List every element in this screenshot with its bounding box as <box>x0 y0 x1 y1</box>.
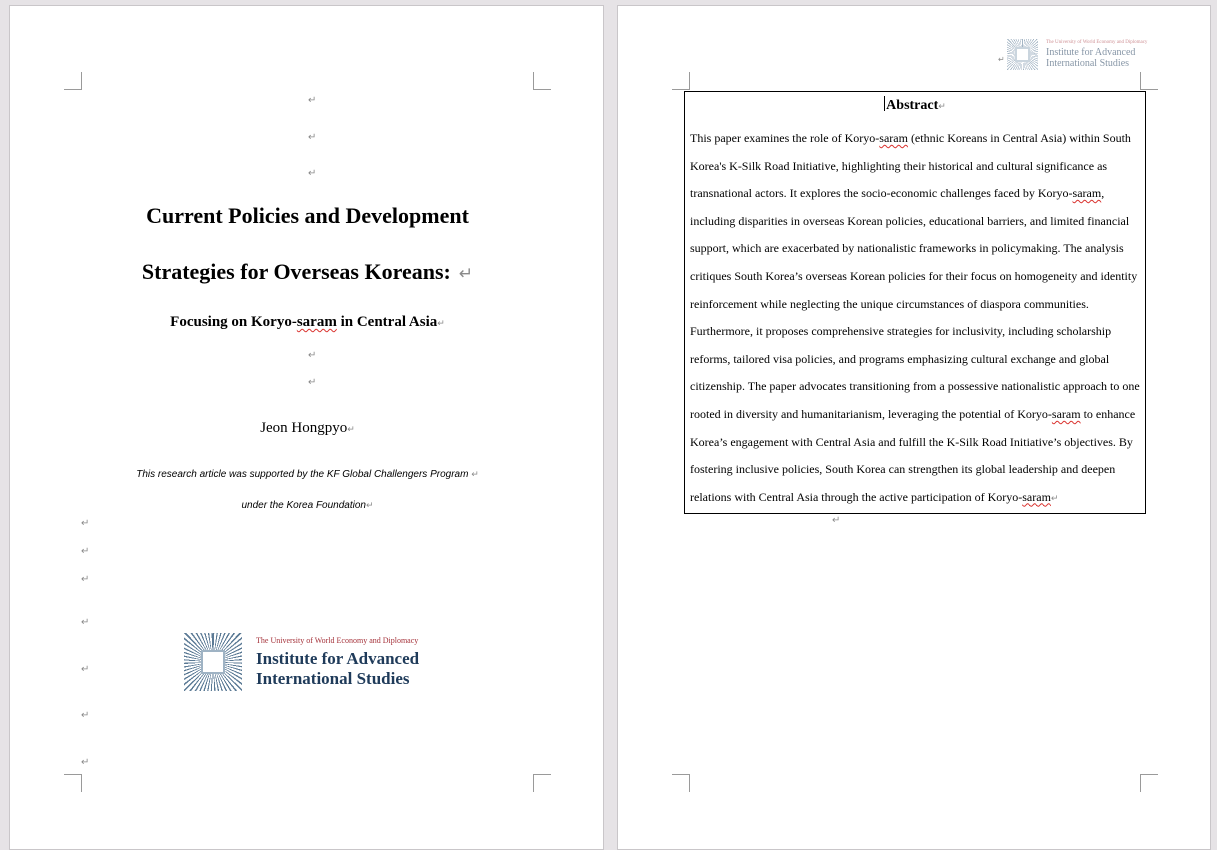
abstract-text: to enhance <box>1080 406 1136 421</box>
author-name: Jeon Hongpyo↵ <box>260 420 355 436</box>
paragraph-mark: ↵ <box>471 470 479 480</box>
abstract-line <box>690 429 1142 457</box>
margin-corner-top-left <box>64 72 82 90</box>
paragraph-mark: ↵ <box>458 264 474 284</box>
abstract-text-box[interactable] <box>684 91 1146 514</box>
spelling-flagged-word[interactable]: saram <box>879 131 908 145</box>
abstract-line <box>690 263 1142 291</box>
spelling-flagged-word[interactable]: saram <box>1051 406 1081 421</box>
document-page-2[interactable] <box>617 5 1211 850</box>
document-page-1[interactable] <box>9 5 604 850</box>
spelling-flagged-word[interactable]: saram <box>1072 186 1102 201</box>
paragraph-mark: ↵ <box>81 710 90 721</box>
abstract-text: relations with Central Asia through the active participation of Koryo- <box>690 489 1023 504</box>
logo-university-name: The University of World Economy and Diplomacy <box>1046 40 1148 45</box>
logo-university-name: The University of World Economy and Diplomacy <box>256 636 419 645</box>
paragraph-mark: ↵ <box>81 664 90 675</box>
paragraph-mark: ↵ <box>308 350 317 361</box>
abstract-line <box>690 153 1142 181</box>
paragraph-mark: ↵ <box>81 574 90 585</box>
abstract-line <box>690 208 1142 236</box>
logo-institute-name: Institute for Advanced International Studies <box>1046 47 1136 69</box>
abstract-text: fostering inclusive policies, South Korea can strengthen its global leadership and deepen <box>690 462 1116 477</box>
abstract-line <box>690 456 1142 484</box>
abstract-text: reforms, tailored visa policies, and programs emphasizing cultural exchange and global <box>690 351 1110 366</box>
abstract-line <box>690 373 1142 401</box>
support-note-line-2: under the Korea Foundation↵ <box>241 500 374 511</box>
paragraph-mark: ↵ <box>437 319 445 329</box>
abstract-line <box>690 125 1142 153</box>
paragraph-mark: ↵ <box>366 501 374 511</box>
margin-corner-bottom-right <box>533 774 551 792</box>
abstract-text: critiques South Korea’s overseas Korean policies for their focus on homogeneity and identity <box>690 268 1138 283</box>
paragraph-mark: ↵ <box>347 425 355 435</box>
abstract-line <box>690 401 1142 429</box>
paragraph-mark: ↵ <box>81 518 90 529</box>
abstract-heading[interactable]: Abstract↵ <box>886 98 946 113</box>
margin-corner-bottom-right <box>1140 774 1158 792</box>
abstract-text: reinforcement while neglecting the unique circumstances of diaspora communities. <box>690 296 1089 311</box>
paragraph-mark: ↵ <box>308 377 317 388</box>
abstract-text: This paper examines the role of Koryo- <box>690 131 880 145</box>
margin-corner-top-right <box>1140 72 1158 90</box>
abstract-text: citizenship. The paper advocates transitioning from a possessive nationalistic approach to one <box>690 379 1140 394</box>
paragraph-mark: ↵ <box>308 95 317 106</box>
paragraph-mark: ↵ <box>938 102 946 112</box>
abstract-line <box>690 318 1142 346</box>
document-title-line-2: Strategies for Overseas Koreans: ↵ <box>141 259 474 284</box>
abstract-text: Korea’s engagement with Central Asia and fulfill the K-Silk Road Initiative’s objectives. By <box>690 434 1133 449</box>
abstract-line <box>690 235 1142 263</box>
starburst-logo-icon <box>184 633 242 691</box>
abstract-text: including disparities in overseas Korean policies, educational barriers, and limited financial <box>690 213 1130 228</box>
header-institute-logo <box>1007 39 1157 71</box>
abstract-text: , <box>1101 186 1105 201</box>
abstract-text: support, which are exacerbated by nationalistic frameworks in policymaking. The analysis <box>690 241 1124 256</box>
starburst-logo-icon <box>1007 39 1038 70</box>
spelling-flagged-word[interactable]: saram <box>296 314 337 330</box>
logo-institute-name: Institute for Advanced International Studies <box>256 649 420 688</box>
support-note-line-1: This research article was supported by the KF Global Challengers Program ↵ <box>136 469 479 480</box>
margin-corner-top-left <box>672 72 690 90</box>
document-title-line-1: Current Policies and Development <box>146 203 469 228</box>
paragraph-mark: ↵ <box>308 132 317 143</box>
margin-corner-top-right <box>533 72 551 90</box>
paragraph-mark: ↵ <box>81 617 90 628</box>
abstract-text: (ethnic Koreans in Central Asia) within South <box>907 131 1131 145</box>
margin-corner-bottom-left <box>672 774 690 792</box>
abstract-text: Furthermore, it proposes comprehensive strategies for inclusivity, including scholarship <box>690 324 1112 339</box>
paragraph-mark: ↵ <box>81 546 90 557</box>
paragraph-mark: ↵ <box>1050 493 1059 504</box>
abstract-text: rooted in diversity and humanitarianism, leveraging the potential of Koryo- <box>690 406 1052 421</box>
abstract-text: Korea's K-Silk Road Initiative, highlighting their historical and cultural significance as <box>690 158 1108 173</box>
abstract-line <box>690 291 1142 319</box>
paragraph-mark: ↵ <box>81 757 90 768</box>
abstract-line <box>690 484 1142 512</box>
paragraph-mark: ↵ <box>308 168 317 179</box>
abstract-paragraph[interactable] <box>690 125 1142 511</box>
abstract-line <box>690 180 1142 208</box>
paragraph-mark: ↵ <box>832 515 841 526</box>
abstract-line <box>690 346 1142 374</box>
margin-corner-bottom-left <box>64 774 82 792</box>
paragraph-mark: ↵ <box>998 55 1005 64</box>
document-subtitle: Focusing on Koryo-saram in Central Asia↵ <box>170 314 445 330</box>
spelling-flagged-word[interactable]: saram <box>1022 489 1051 504</box>
institute-logo <box>184 633 444 693</box>
abstract-text: transnational actors. It explores the socio-economic challenges faced by Koryo- <box>690 186 1073 201</box>
